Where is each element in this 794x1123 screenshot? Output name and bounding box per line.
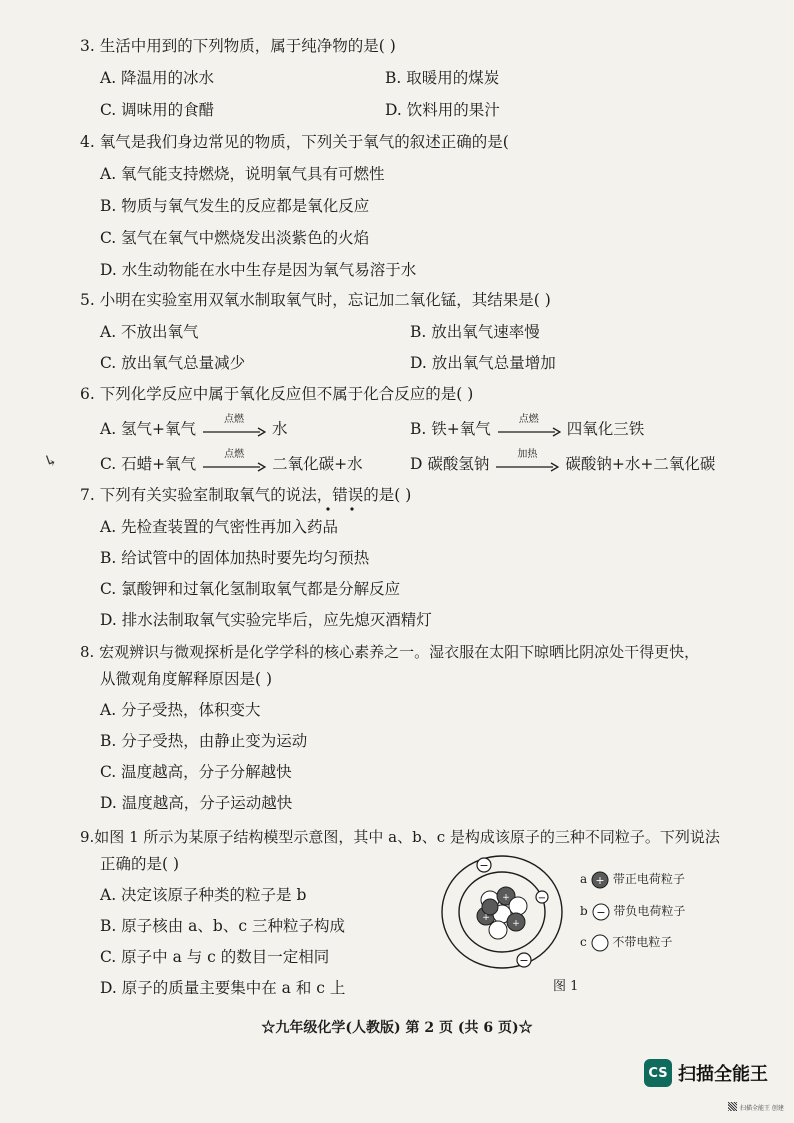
q7-stem: 7. 下列有关实验室制取氧气的说法，错误的是( )	[80, 486, 412, 504]
q6-stem: 6. 下列化学反应中属于氧化反应但不属于化合反应的是( )	[80, 385, 474, 403]
q9-option-d: D. 原子的质量主要集中在 a 和 c 上	[100, 979, 346, 997]
legend-c-letter: c	[580, 935, 587, 949]
q3-option-a: A. 降温用的冰水	[100, 69, 215, 87]
q5-option-c: C. 放出氧气总量减少	[100, 354, 246, 372]
reaction-arrow-icon	[495, 449, 559, 474]
electron-icon	[592, 903, 610, 921]
camscanner-logo-icon: CS	[644, 1059, 672, 1087]
q3-stem: 3. 生活中用到的下列物质，属于纯净物的是( )	[80, 37, 396, 55]
q6-a-condition: 点燃	[224, 414, 245, 425]
legend-b	[580, 902, 685, 921]
q3-option-b: B. 取暖用的煤炭	[385, 69, 500, 87]
electron-particle	[536, 891, 548, 904]
q4-option-a: A. 氧气能支持燃烧，说明氧气具有可燃性	[100, 165, 385, 183]
q9-stem-line2: 正确的是( )	[100, 855, 180, 873]
q8-stem-line1: 8. 宏观辨识与微观探析是化学学科的核心素养之一。湿衣服在太阳下晾晒比阴凉处干得更快，	[80, 643, 700, 661]
svg-text:−: −	[519, 954, 529, 967]
neutron-icon	[591, 934, 609, 952]
legend-b-text: 带负电荷粒子	[613, 904, 686, 918]
q5-stem: 5. 小明在实验室用双氧水制取氧气时，忘记加二氧化锰，其结果是( )	[80, 291, 551, 309]
svg-text:+: +	[512, 919, 520, 929]
camscanner-name: 扫描全能王	[678, 1064, 768, 1085]
q7-option-d: D. 排水法制取氧气实验完毕后，应先熄灭酒精灯	[100, 611, 432, 629]
svg-text:−: −	[479, 859, 489, 872]
q6-option-a	[100, 414, 288, 439]
q9-option-c: C. 原子中 a 与 c 的数目一定相同	[100, 948, 330, 966]
svg-text:+: +	[595, 873, 605, 887]
q7-option-c: C. 氯酸钾和过氧化氢制取氧气都是分解反应	[100, 580, 401, 598]
legend-c-text: 不带电粒子	[612, 935, 673, 949]
q4-option-b: B. 物质与氧气发生的反应都是氧化反应	[100, 197, 370, 215]
qr-code-icon	[728, 1102, 737, 1111]
reaction-arrow-icon	[202, 414, 266, 439]
q6-option-d	[410, 449, 716, 474]
q8-option-d: D. 温度越高，分子运动越快	[100, 794, 293, 812]
q6-b-products: 四氧化三铁	[566, 420, 645, 438]
q7-option-b: B. 给试管中的固体加热时要先均匀预热	[100, 549, 370, 567]
q3-option-d: D. 饮料用的果汁	[385, 101, 500, 119]
q4-option-d: D. 水生动物能在水中生存是因为氧气易溶于水	[100, 261, 417, 279]
legend-a-letter: a	[580, 872, 588, 886]
proton-icon	[591, 871, 609, 889]
q5-option-a: A. 不放出氧气	[100, 323, 199, 341]
legend-b-letter: b	[580, 904, 588, 918]
q6-a-reactants: A. 氢气+氧气	[100, 420, 197, 438]
q5-option-b: B. 放出氧气速率慢	[410, 323, 540, 341]
q6-option-b	[410, 414, 645, 439]
svg-text:−: −	[537, 893, 547, 904]
q4-option-c: C. 氢气在氧气中燃烧发出淡紫色的火焰	[100, 229, 370, 247]
legend-a-text: 带正电荷粒子	[612, 872, 685, 886]
nucleus	[477, 887, 527, 939]
q9-stem-line1: 9.如图 1 所示为某原子结构模型示意图，其中 a、b、c 是构成该原子的三种不同粒子。下列说法	[80, 828, 720, 846]
q6-c-products: 二氧化碳+水	[272, 455, 363, 473]
q8-option-c: C. 温度越高，分子分解越快	[100, 763, 292, 781]
q5-option-d: D. 放出氧气总量增加	[410, 354, 556, 372]
q6-c-condition: 点燃	[224, 449, 245, 460]
q8-option-b: B. 分子受热，由静止变为运动	[100, 732, 308, 750]
q7-option-a: A. 先检查装置的气密性再加入药品	[100, 518, 339, 536]
q9-option-a: A. 决定该原子种类的粒子是 b	[100, 886, 307, 904]
electron-particle	[517, 953, 531, 967]
q4-stem: 4. 氧气是我们身边常见的物质，下列关于氧气的叙述正确的是(	[80, 133, 509, 151]
q6-a-products: 水	[272, 420, 288, 438]
legend-c	[580, 933, 672, 952]
svg-text:+: +	[482, 913, 490, 923]
page-footer: ☆九年级化学(人教版) 第 2 页 (共 6 页)☆	[261, 1020, 533, 1036]
q3-option-c: C. 调味用的食醋	[100, 101, 215, 119]
q8-option-a: A. 分子受热，体积变大	[100, 701, 261, 719]
q6-d-reactants: D 碳酸氢钠	[410, 455, 490, 473]
svg-text:−: −	[595, 905, 606, 919]
q6-d-condition: 加热	[517, 449, 538, 460]
stray-pen-mark: ↳	[41, 449, 61, 472]
q8-stem-line2: 从微观角度解释原因是( )	[100, 670, 273, 688]
camscanner-watermark	[644, 1059, 768, 1087]
q6-c-reactants: C. 石蜡+氧气	[100, 455, 197, 473]
reaction-arrow-icon	[202, 449, 266, 474]
reaction-arrow-icon	[497, 414, 561, 439]
q6-d-products: 碳酸钠+水+二氧化碳	[565, 455, 716, 473]
atom-model-diagram	[440, 852, 570, 972]
legend-a	[580, 870, 685, 889]
electron-particle	[477, 858, 491, 872]
q6-b-condition: 点燃	[518, 414, 539, 425]
q6-option-c	[100, 449, 363, 474]
q9-option-b: B. 原子核由 a、b、c 三种粒子构成	[100, 917, 345, 935]
emphasis-dots	[322, 506, 362, 512]
scanner-credit: 扫描全能王 创建	[740, 1105, 784, 1112]
figure-caption: 图 1	[553, 979, 579, 994]
svg-text:+: +	[502, 893, 510, 903]
q6-b-reactants: B. 铁+氧气	[410, 420, 491, 438]
